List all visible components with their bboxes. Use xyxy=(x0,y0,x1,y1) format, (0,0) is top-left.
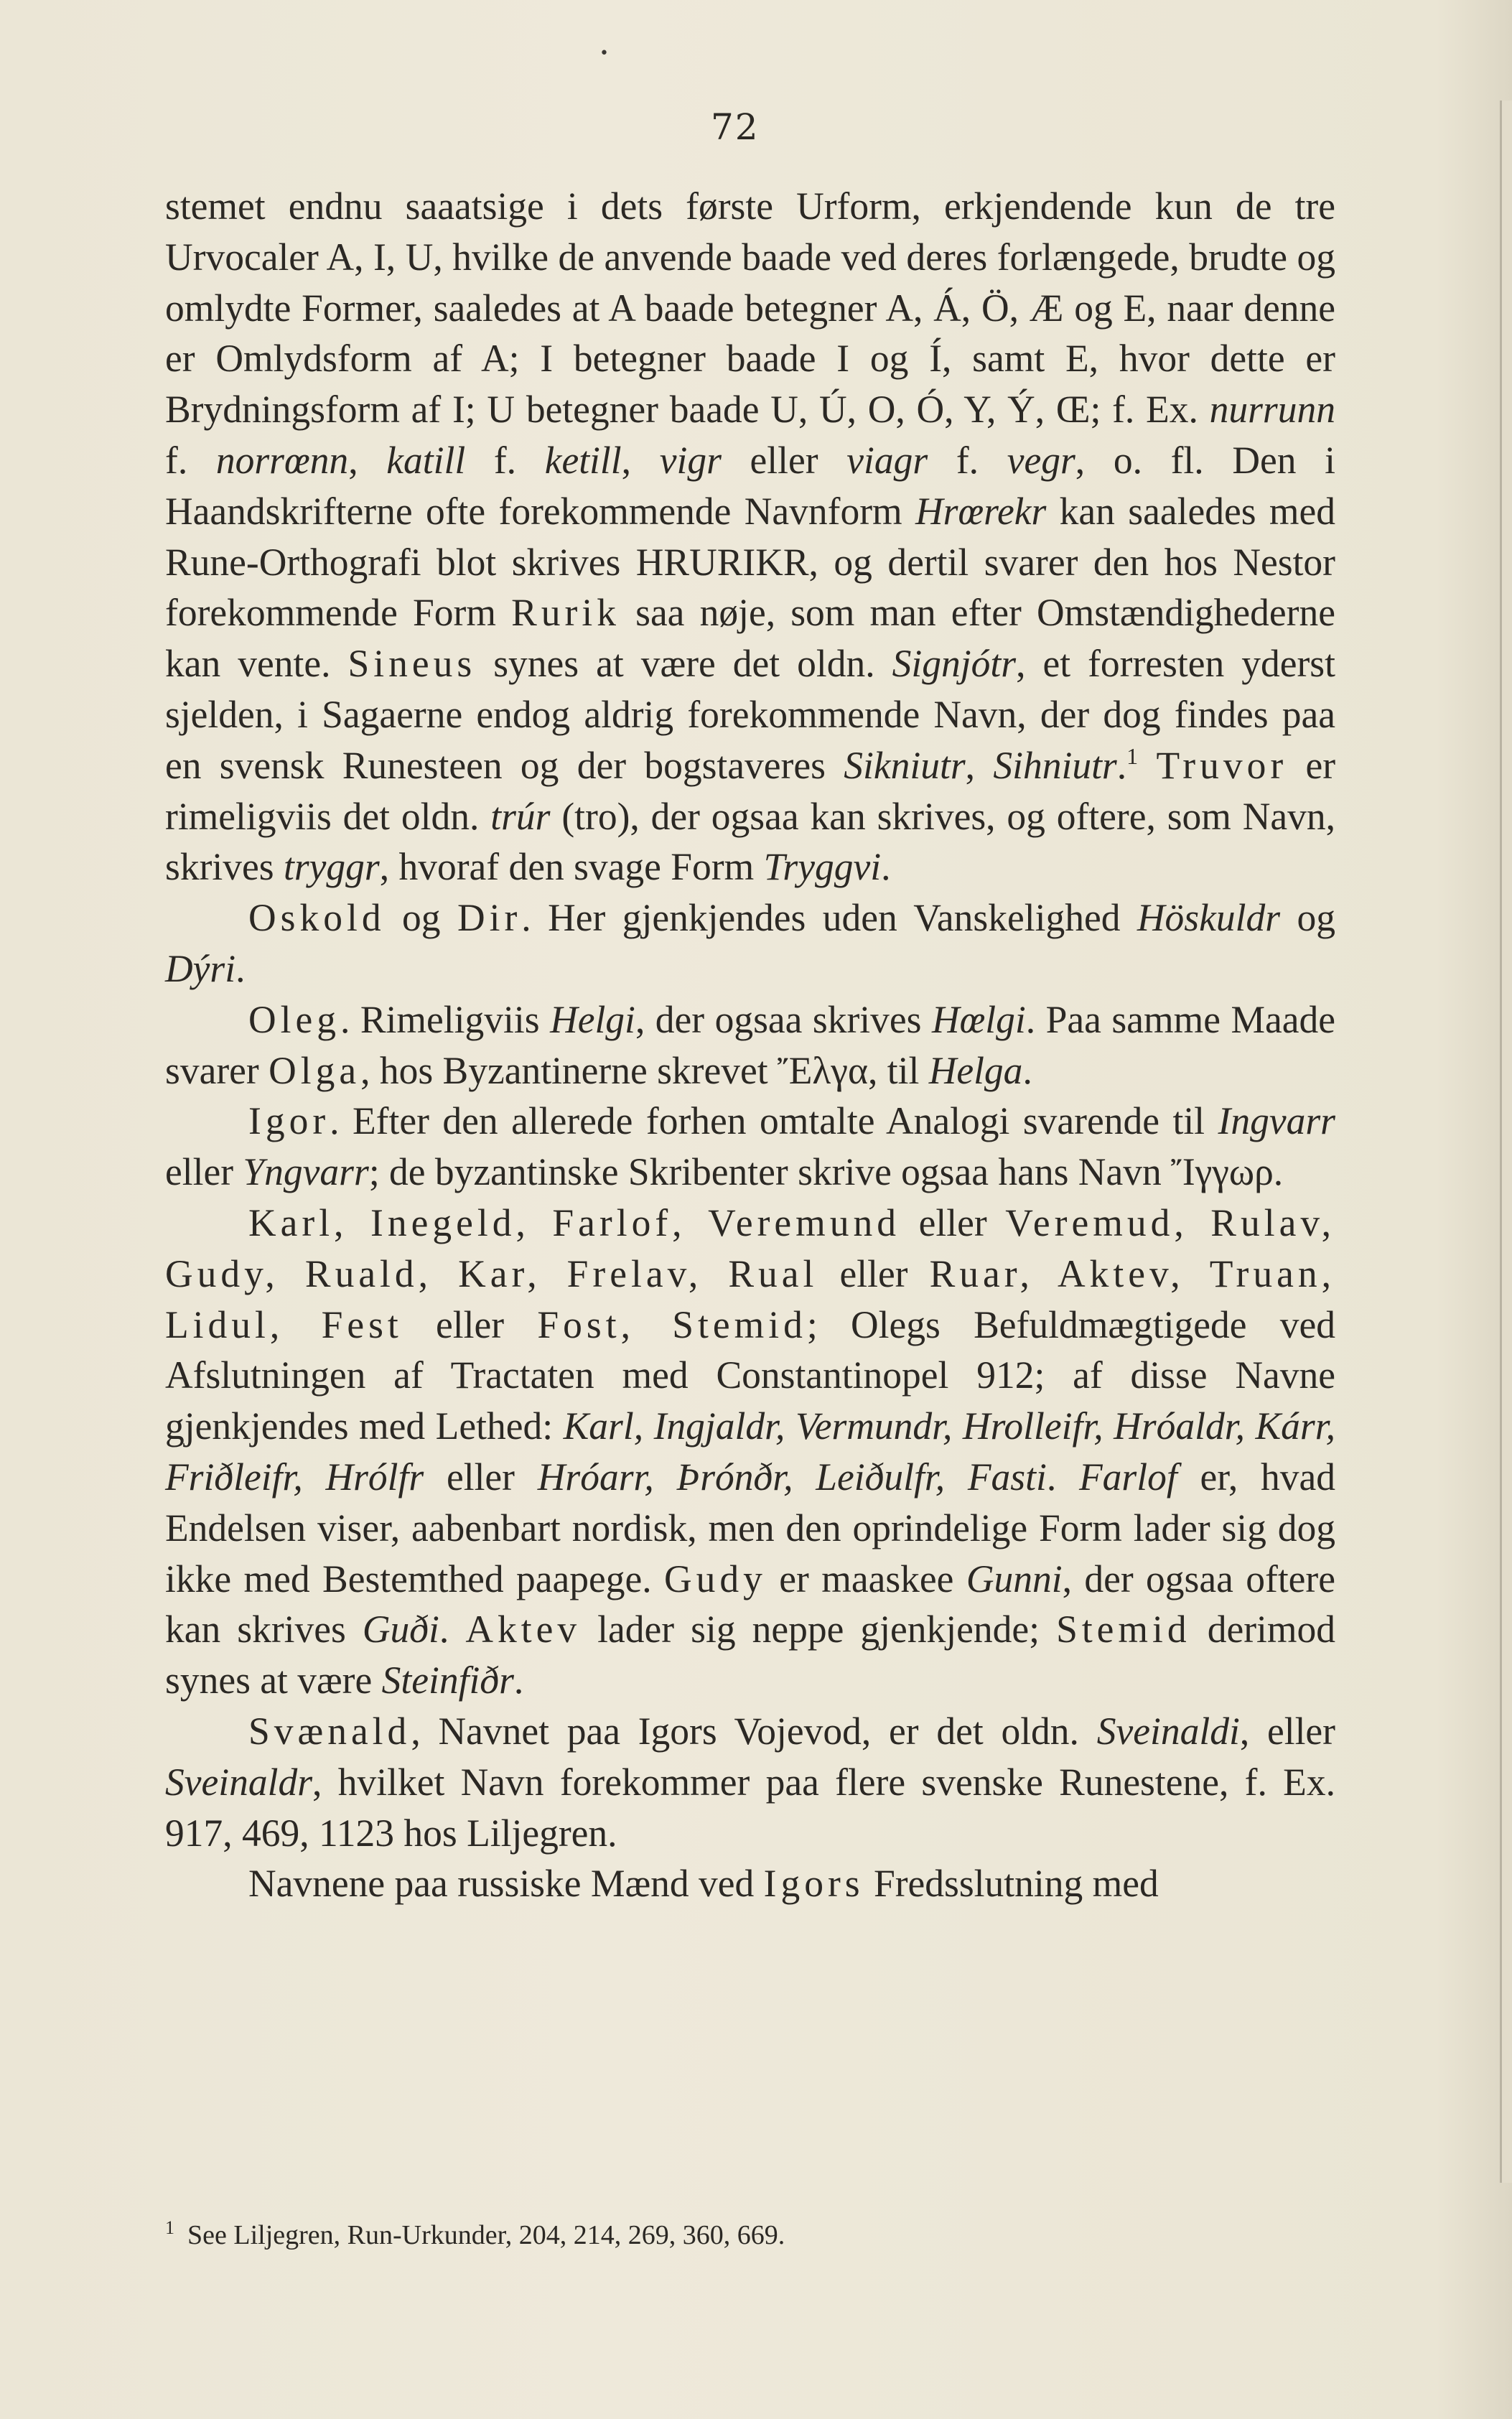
adjacent-page-edge xyxy=(1500,101,1512,2183)
paragraph-oskold: Oskold og Dir. Her gjenkjendes uden Vanskelighed Höskuldr og Dýri. xyxy=(165,896,1335,990)
footnote-ref: 1 xyxy=(1126,742,1139,769)
paragraph-svaenald: Svænald, Navnet paa Igors Vojevod, er det oldn. Sveinaldi, eller Sveinaldr, hvilket Navn forekommer paa flere svenske Runestene, f. Ex. 917, 469, 1123 hos Liljegren. xyxy=(165,1709,1335,1855)
paragraph-igor: Igor. Efter den allerede forhen omtalte Analogi svarende til Ingvarr eller Yngvarr; de byzantinske Skribenter skrive ogsaa hans Navn Ἴγγωρ. xyxy=(165,1099,1335,1194)
page-number: 72 xyxy=(711,106,760,148)
paragraph-urform: stemet endnu saaatsige i dets første Urform, erkjendende kun de tre Urvocaler A, I, U, hvilke de anvende baade ved deres forlængede, brudte og omlydte Former, saaledes at A baade betegner A, Á, Ö, Æ og E, naar denne er Omlydsform af A; I betegner baade I og Í, samt E, hvor dette er Brydningsform af I; U betegner baade U, Ú, O, Ó, Y, Ý, Œ; f. Ex. nurrunn f. norrœnn, katill f. ketill, vigr eller viagr f. vegr, o. fl. Den i Haandskrifterne ofte forekommende Navnform Hrœrekr kan saaledes med Rune-Orthografi blot skrives HRURIKR, og dertil svarer den hos Nestor forekommende Form Rurik saa nøje, som man efter Omstændighederne kan vente. Sineus synes at være det oldn. Signjótr, et forresten yderst sjelden, i Sagaerne endog aldrig forekommende Navn, der dog findes paa en svensk Runesteen og der bogstaveres Sikniutr, Sihniutr.$^1$ Truvor er rimeligviis det oldn. trúr (tro), der ogsaa kan skrives, og oftere, som Navn, skrives tryggr, hvoraf den svage Form Tryggvi. xyxy=(165,185,1336,889)
paragraph-navnene: Navnene paa russiske Mænd ved Igors Fredsslutning med xyxy=(248,1862,1159,1906)
footnote xyxy=(165,2217,1335,2253)
paragraph-karl: Karl, Inegeld, Farlof, Veremund eller Veremud, Rulav, Gudy, Ruald, Kar, Frelav, Rual eller Ruar, Aktev, Truan, Lidul, Fest eller Fost, Stemid; Olegs Befuldmægtigede ved Afslutningen af Tractaten med Constantinopel 912; af disse Navne gjenkjendes med Lethed: Karl, Ingjaldr, Vermundr, Hrolleifr, Hróaldr, Kárr, Friðleifr, Hrólfr eller Hróarr, Þrónðr, Leiðulfr, Fasti. Farlof er, hvad Endelsen viser, aabenbart nordisk, men den oprindelige Form lader sig dog ikke med Bestemthed paapege. Gudy er maaskee Gunni, der ogsaa oftere kan skrives Guði. Aktev lader sig neppe gjenkjende; Stemid derimod synes at være Steinfiðr. xyxy=(165,1201,1336,1702)
footnote-marker: 1 xyxy=(165,2217,174,2238)
ink-speck: • xyxy=(599,45,609,62)
footnote-text: See Liljegren, Run-Urkunder, 204, 214, 269, 360, 669. xyxy=(187,2220,785,2250)
body-text xyxy=(165,181,1335,1909)
paragraph-oleg: Oleg. Rimeligviis Helgi, der ogsaa skrives Hœlgi. Paa samme Maade svarer Olga, hos Byzantinerne skrevet Ἔλγα, til Helga. xyxy=(165,997,1335,1092)
